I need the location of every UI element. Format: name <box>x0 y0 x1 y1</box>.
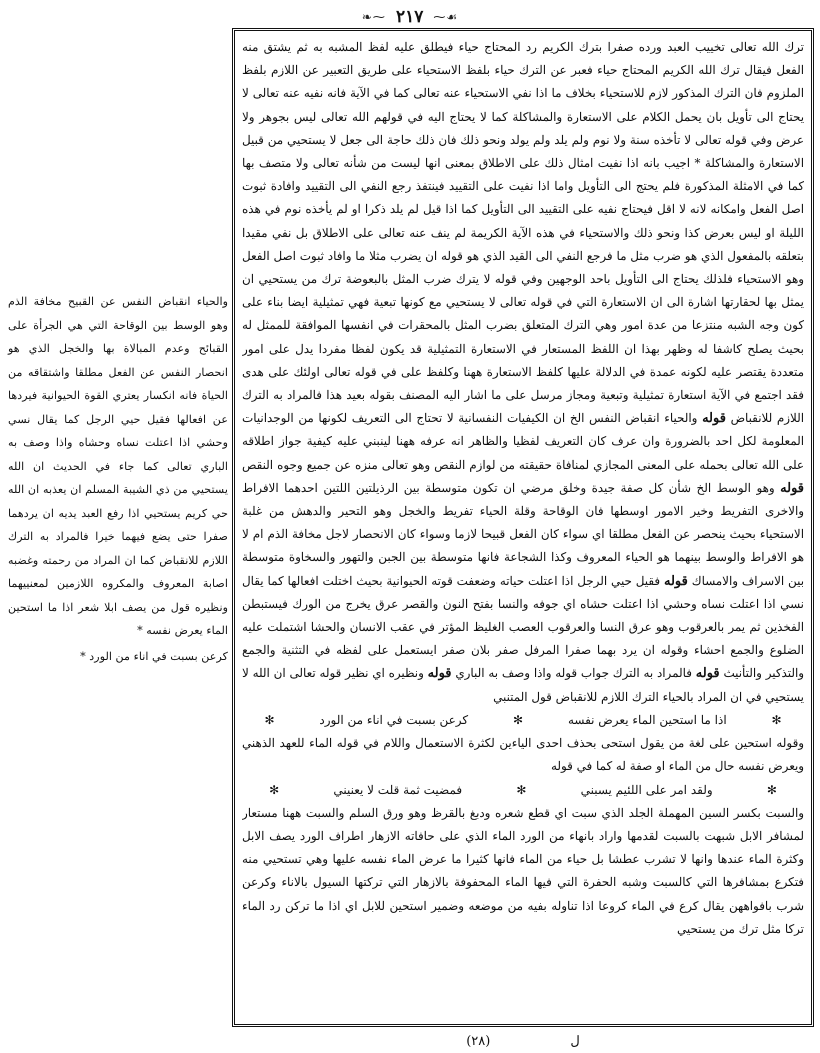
lemma: والحياء انقباض النفس الخ <box>569 411 698 426</box>
page-number: ٢١٧ <box>395 7 424 27</box>
lemma: فقيل حيي الرجل <box>577 573 661 588</box>
main-paragraph <box>242 732 804 778</box>
star-ornament: ✻ <box>766 782 777 797</box>
verse-hemistich: كرعن بسبت في اناء من الورد <box>319 712 469 727</box>
keyword-qawluhu: قوله <box>664 573 688 589</box>
keyword-qawluhu: قوله <box>695 666 720 682</box>
star-ornament: ✻ <box>269 782 280 797</box>
margin-note-verse: كرعن بسبت في اناء من الورد * <box>80 649 228 663</box>
main-text-block <box>242 36 804 1020</box>
footer-sheet-number: (٢٨) <box>466 1033 491 1049</box>
poetry-verse-1 <box>242 709 804 732</box>
star-ornament: ✻ <box>771 712 782 727</box>
keyword-qawluhu: قوله <box>427 666 452 682</box>
main-text-p3: اذا اعتلت حياته وضعفت قوته الحيوانية بحيث اختلت افعالها كما يقال نسي اذا اعتلت نساه وحشي اذا اعتلت حشاه اي جوفه والنسا بفتح النون والقصر عرق يخرج من الورك فيستبطن الفخذين ثم يمر بالعرقوب وهو عرق النسا والعرقوب العصب الغليظ المؤتر في عقب الانسان والحشا اشتملت عليه الضلوع والجمع احشاء وقوله ان يرد بهما صفرا المرفل صفر بلان صفر ايستعمل على لفظه في التثنية والجمع والتذكير والتأنيث <box>242 573 804 681</box>
keyword-qawluhu: قوله <box>780 480 804 496</box>
header-ornament-left: ❧⁓ <box>361 10 386 24</box>
main-text-p2: شأن كل صفة جيدة وخلق مرضي ان تكون متوسطة بين الرذيلتين اللتين احدهما الافراط والاخرى التفريط وخير الامور اوسطها فان الوقاحة وقلة الحياء تفريط والخجل وهو التحير والدهش من غلبة الاستحياء بحيث ينحصر عن الفعل مطلقا اي سواء كان الفعل قبيحا لازما وسواء كان الانحصار لاجل مخافة الذم ام لا هو الافراط والوسط بينهما هو الحياء المعروف وكذا الشجاعة فانها متوسطة بين الجبن والتهور والسخاوة متوسطة بين الاسراف والامساك <box>242 480 804 588</box>
main-text-p4d: اي نظير قوله تعالى ان الله لا يستحيي في ان المراد بالحياء الترك اللازم للانقباض قول المتنبي <box>242 666 804 704</box>
margin-note-text: والحياء انقباض النفس عن القبيح مخافة الذم وهو الوسط بين الوقاحة التي هي الجرأة على القبائح وعدم المبالاة بها والخجل الذي هو انحصار النفس عن الفعل مطلقا واشتقاقه من الحياة فانه انكسار يعتري القوة الحيوانية فيردها عن افعالها فقيل حيي الرجل كما يقال نسي وحشي اذا اعتلت نساه وحشاه واذا وصف به الباري تعالى كما جاء في الحديث ان الله يستحيي من ذي الشيبة المسلم ان يعذبه ان الله حي كريم يستحيي اذا رفع العبد يديه ان يردهما صفرا حتى يضع فيهما خيرا فالمراد به الترك اللازم للانقباض كما ان المراد من رحمته وغضبه اصابة المعروف والمكروه اللازمين لمعنييهما ونظيره قول من يصف ابلا شعر اذا ما استحين الماء يعرض نفسه * <box>8 295 228 637</box>
star-ornament: ✻ <box>264 712 275 727</box>
lemma: ونظيره <box>388 666 424 681</box>
main-text-p6: والسبت بكسر السين المهملة الجلد الذي سبت اي قطع شعره ودبغ بالقرظ وهو ورق السلم والسبت ههنا مستعار لمشافر الابل شبهت بالسبت لقدمها واراد بانهاء من الورد الماء الذي على حافاته الازهار اطراف الورد يصف الابل وكثرة الماء عندها وانها لا تشرب عطشا بل حياء من الماء فانها كثيرا ما عرض الماء نفسه عليها وهي تستحيي منه فتكرع بمشافرها التي كالسبت وشبه الحفرة التي فيها الماء المحفوفة بالازهار التي تركتها السيول بالاناء وكرعن شرب بافواههن يقال كرع في الماء كروعا اذا تناوله بفيه من موضعه وضمير استحين للابل اي اذا ما تركن رد الماء تركا مثل ترك من يستحيي <box>242 805 804 936</box>
poetry-verse-2 <box>242 779 804 802</box>
verse-hemistich: اذا ما استحين الماء يعرض نفسه <box>567 712 727 727</box>
footer-signature-mark: ل <box>570 1033 580 1049</box>
page-footer <box>232 1030 814 1052</box>
main-text-p5: وقوله استحين على لغة من يقول استحى بحذف احدى الياءين لكثرة الاستعمال واللام في قوله الماء للعهد الذهني ويعرض نفسه حال من الماء او صفة له كما في قوله <box>242 736 804 774</box>
main-text-p1: ترك الله تعالى تخييب العبد ورده صفرا بترك الكريم رد المحتاج حياء فيطلق عليه لفظ المشبه به ثم يشتق منه الفعل فيقال ترك الله الكريم المحتاج حياء فعبر عن الترك حياء بلفظ الاستحياء على طريق التعبير عن اللازم بلفظ الملزوم فان الترك المذكور لازم للاستحياء بخلاف ما اذا نفي الاستحياء عنه تعالى كما في الآية فانه نفيه عنه تعالى لا يحتاج الى تأويل بان يحمل الكلام على الاستعارة والمشاكلة كما لا يحتاج اليه في قولهم الله تعالى ليس بجوهر ولا عرض وفي قوله تعالى لا تأخذه سنة ولا نوم ولم يلد ولم يولد ونحو ذلك فان ذلك حاجة الى جعل لا يستحيي من قبيل الاستعارة والمشاكلة * اجيب بانه اذا نفيت امثال ذلك على الاطلاق بمعنى انها ليست من شأنه تعالى ولا متصف بها كما في الامثلة المذكورة فلم يحتج الى التأويل واما اذا نفيت على التقييد فينتفذ رجع النفي الى التقييد وافادة ثبوت اصل الفعل وامكانه لانه لا اقل فيحتاج نفيه على التقييد الى التأويل كما اذا قيل لم يلد ذكرا او لم يأخذه نوم في هذه الليلة او ليس بعرض كذا ونحو ذلك والاستحياء في هذه الآية الكريمة لم ينف عنه تعالى على الاطلاق بل نفي مقيدا بتعلقه بالمفعول الذي هو ضرب مثل ما فرجع النفي الى القيد الذي هو قوله ان يضرب مثلا ما وافاد ثبوت اصل الفعل وهو الاستحياء فلذلك يحتاج الى التأويل باحد الوجهين وفي قوله لا يترك ضرب المثل بالبعوضة ترك من يستحيي ان يمثل بها لحقارتها اشارة الى ان الاستعارة التي في قوله تعالى لا يستحيي مع كونها تبعية فهي تمثيلية ايضا بناء على كون وجه الشبه منتزعا من عدة امور وهي الترك المتعلق بضرب المثل بالمحقرات في انفسها الموافقة للممثل له بحيث يصلح كاشفا له وظهر بهذا ان اللفظ المستعار في الاستعارة التمثيلية قد يكون لفظا مفردا يدل على امور متعددة يقتصر عليه لكونه عمدة في الدلالة عليها كلفظ الاستعارة ههنا وكلفظ على في قوله تعالى اولئك على هدى فقد اجتمع في الآية استعارة تمثيلية وتبعية ومجاز مرسل على ما اشار اليه المصنف بقوله بعيد هذا فالمراد به الترك اللازم للانقباض <box>242 40 804 426</box>
star-ornament: ✻ <box>513 712 524 727</box>
keyword-qawluhu: قوله <box>702 411 726 427</box>
lemma: وهو الوسط الخ <box>696 480 775 495</box>
page-header <box>0 4 820 30</box>
star-ornament: ✻ <box>516 782 527 797</box>
margin-note <box>8 290 228 668</box>
verse-hemistich: ولقد امر على اللئيم يسبني <box>580 782 713 797</box>
header-ornament-right: ⁓☙ <box>433 10 459 24</box>
main-paragraph <box>242 36 804 709</box>
lemma: فالمراد به الترك <box>612 666 692 681</box>
main-text-p1c: ان الكيفيات النفسانية لا تحتاج الى التعريف لكونها من الوجدانيات المعلومة لكل احد بالضرورة وان عرف كان التعريف لفظيا والظاهر انه عرفه ههنا لينبني عليه كيفية جواز اطلاقه على الله تعالى بحمله على المعنى المجازي لمنافاة حقيقته من لوازم النقص وهو تعالى منزه عن جميع وجوه النقص <box>242 411 804 472</box>
main-paragraph <box>242 802 804 941</box>
main-text-p4: جواب قوله واذا وصف به الباري <box>455 666 609 681</box>
verse-hemistich: فمضيت ثمة قلت لا يعنيني <box>333 782 463 797</box>
